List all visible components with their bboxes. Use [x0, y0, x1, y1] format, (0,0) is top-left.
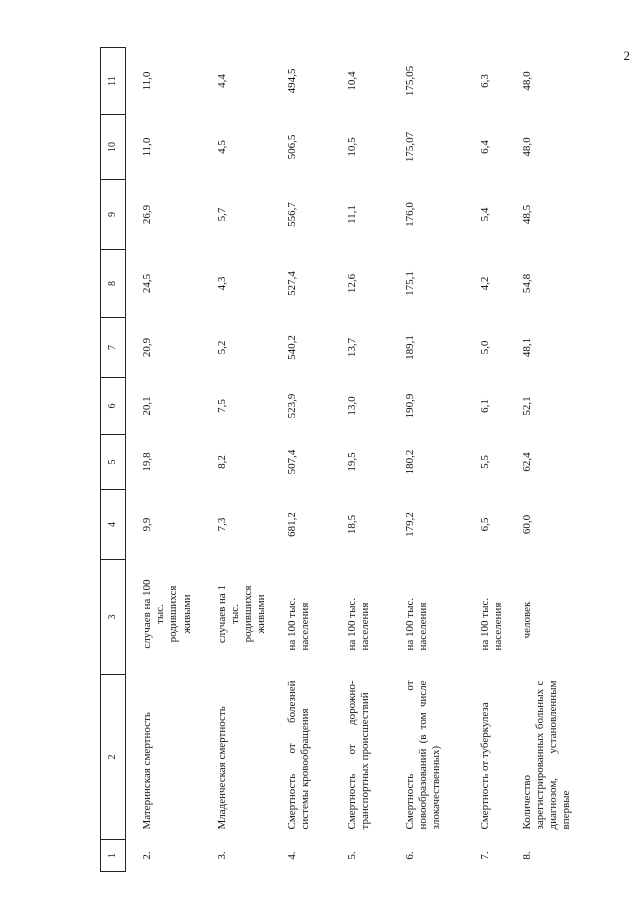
rotated-table-container — [100, 48, 580, 872]
value-cell: 5,5 — [478, 455, 491, 469]
table-row — [469, 48, 511, 872]
value-cell: 10,4 — [345, 71, 358, 91]
value-cell: 48,0 — [520, 71, 533, 91]
value-cell: 24,5 — [141, 273, 153, 294]
table-body — [126, 48, 581, 872]
header-row — [101, 48, 126, 872]
value-cell: 19,5 — [345, 452, 358, 472]
indicator-name: Младенческая смертность — [215, 706, 228, 830]
value-cell: 523,9 — [285, 393, 298, 419]
value-cell: 6,1 — [478, 399, 491, 413]
row-number: 8. — [520, 851, 533, 860]
unit-of-measure: случаев на 100 тыс. родившихся живыми — [141, 579, 193, 649]
table-row — [126, 48, 206, 872]
value-cell: 60,0 — [520, 514, 533, 535]
value-cell: 11,1 — [345, 205, 358, 224]
value-cell: 5,0 — [478, 340, 491, 355]
unit-of-measure: случаев на 1 тыс. родившихся живыми — [215, 584, 268, 644]
unit-of-measure: человек — [520, 601, 533, 639]
value-cell: 10,5 — [345, 137, 358, 157]
value-cell: 6,5 — [478, 517, 491, 532]
value-cell: 26,9 — [141, 204, 153, 225]
indicator-name: Материнская смертность — [141, 712, 153, 830]
value-cell: 6,3 — [478, 74, 491, 88]
value-cell: 20,9 — [141, 337, 153, 358]
value-cell: 20,1 — [141, 396, 153, 416]
unit-of-measure: на 100 тыс. населения — [345, 597, 371, 651]
value-cell: 4,5 — [215, 140, 228, 154]
value-cell: 8,2 — [215, 455, 228, 469]
row-number: 3. — [215, 851, 228, 860]
unit-of-measure: на 100 тыс. населения — [285, 597, 311, 651]
table-row — [511, 48, 581, 872]
indicator-name: Смертность от болезней системы кровообращения — [285, 680, 311, 830]
unit-of-measure: на 100 тыс. населения — [478, 597, 504, 651]
value-cell: 5,4 — [478, 207, 491, 222]
value-cell: 556,7 — [285, 202, 298, 227]
value-cell: 6,4 — [478, 140, 491, 154]
column-number-10: 10 — [101, 115, 126, 180]
value-cell: 507,4 — [285, 449, 298, 475]
value-cell: 11,0 — [141, 71, 153, 91]
indicator-name: Количество зарегистрированных больных с диагнозом, установленным впервые — [520, 680, 573, 830]
table-header — [101, 48, 126, 872]
value-cell: 48,1 — [520, 337, 533, 358]
value-cell: 175,05 — [403, 65, 416, 97]
value-cell: 11,0 — [141, 137, 153, 157]
value-cell: 179,2 — [403, 512, 416, 537]
value-cell: 62,4 — [520, 452, 533, 472]
unit-of-measure: на 100 тыс. населения — [403, 597, 429, 651]
value-cell: 5,7 — [215, 207, 228, 222]
value-cell: 494,5 — [285, 68, 298, 94]
column-number-5: 5 — [101, 435, 126, 490]
value-cell: 7,5 — [215, 399, 228, 413]
indicator-name: Смертность от новообразований (в том числе злокачественных) — [403, 680, 442, 830]
value-cell: 4,4 — [215, 74, 228, 88]
value-cell: 176,0 — [403, 202, 416, 227]
value-cell: 48,0 — [520, 137, 533, 157]
value-cell: 5,2 — [215, 340, 228, 355]
value-cell: 189,1 — [403, 335, 416, 360]
column-number-8: 8 — [101, 250, 126, 318]
value-cell: 681,2 — [285, 512, 298, 537]
value-cell: 527,4 — [285, 271, 298, 296]
value-cell: 54,8 — [520, 273, 533, 294]
value-cell: 52,1 — [520, 396, 533, 416]
value-cell: 4,2 — [478, 276, 491, 291]
value-cell: 48,5 — [520, 204, 533, 225]
column-number-6: 6 — [101, 378, 126, 435]
value-cell: 180,2 — [403, 449, 416, 475]
row-number: 7. — [478, 851, 491, 860]
column-number-2: 2 — [101, 675, 126, 840]
value-cell: 175,1 — [403, 271, 416, 296]
table-row — [336, 48, 394, 872]
column-number-9: 9 — [101, 180, 126, 250]
value-cell: 19,8 — [141, 452, 153, 472]
column-number-1: 1 — [101, 840, 126, 872]
row-number: 4. — [285, 851, 298, 860]
value-cell: 13,7 — [345, 337, 358, 358]
value-cell: 190,9 — [403, 393, 416, 419]
value-cell: 506,5 — [285, 134, 298, 160]
value-cell: 4,3 — [215, 276, 228, 291]
row-number: 5. — [345, 851, 358, 860]
value-cell: 18,5 — [345, 514, 358, 535]
column-number-3: 3 — [101, 560, 126, 675]
table-row — [206, 48, 276, 872]
value-cell: 175,07 — [403, 131, 416, 163]
value-cell: 7,3 — [215, 517, 228, 532]
table-row — [394, 48, 469, 872]
page-number: 2 — [623, 48, 630, 63]
table-row — [276, 48, 336, 872]
row-number: 2. — [141, 851, 153, 860]
row-number: 6. — [403, 851, 416, 860]
indicator-name: Смертность от дорожно-транспортных происшествий — [345, 680, 371, 830]
column-number-11: 11 — [101, 48, 126, 115]
indicators-table — [100, 47, 581, 872]
value-cell: 12,6 — [345, 273, 358, 294]
value-cell: 13,0 — [345, 396, 358, 416]
column-number-7: 7 — [101, 318, 126, 378]
indicator-name: Смертность от туберкулеза — [478, 702, 491, 830]
value-cell: 9,9 — [141, 517, 153, 532]
value-cell: 540,2 — [285, 335, 298, 360]
column-number-4: 4 — [101, 490, 126, 560]
